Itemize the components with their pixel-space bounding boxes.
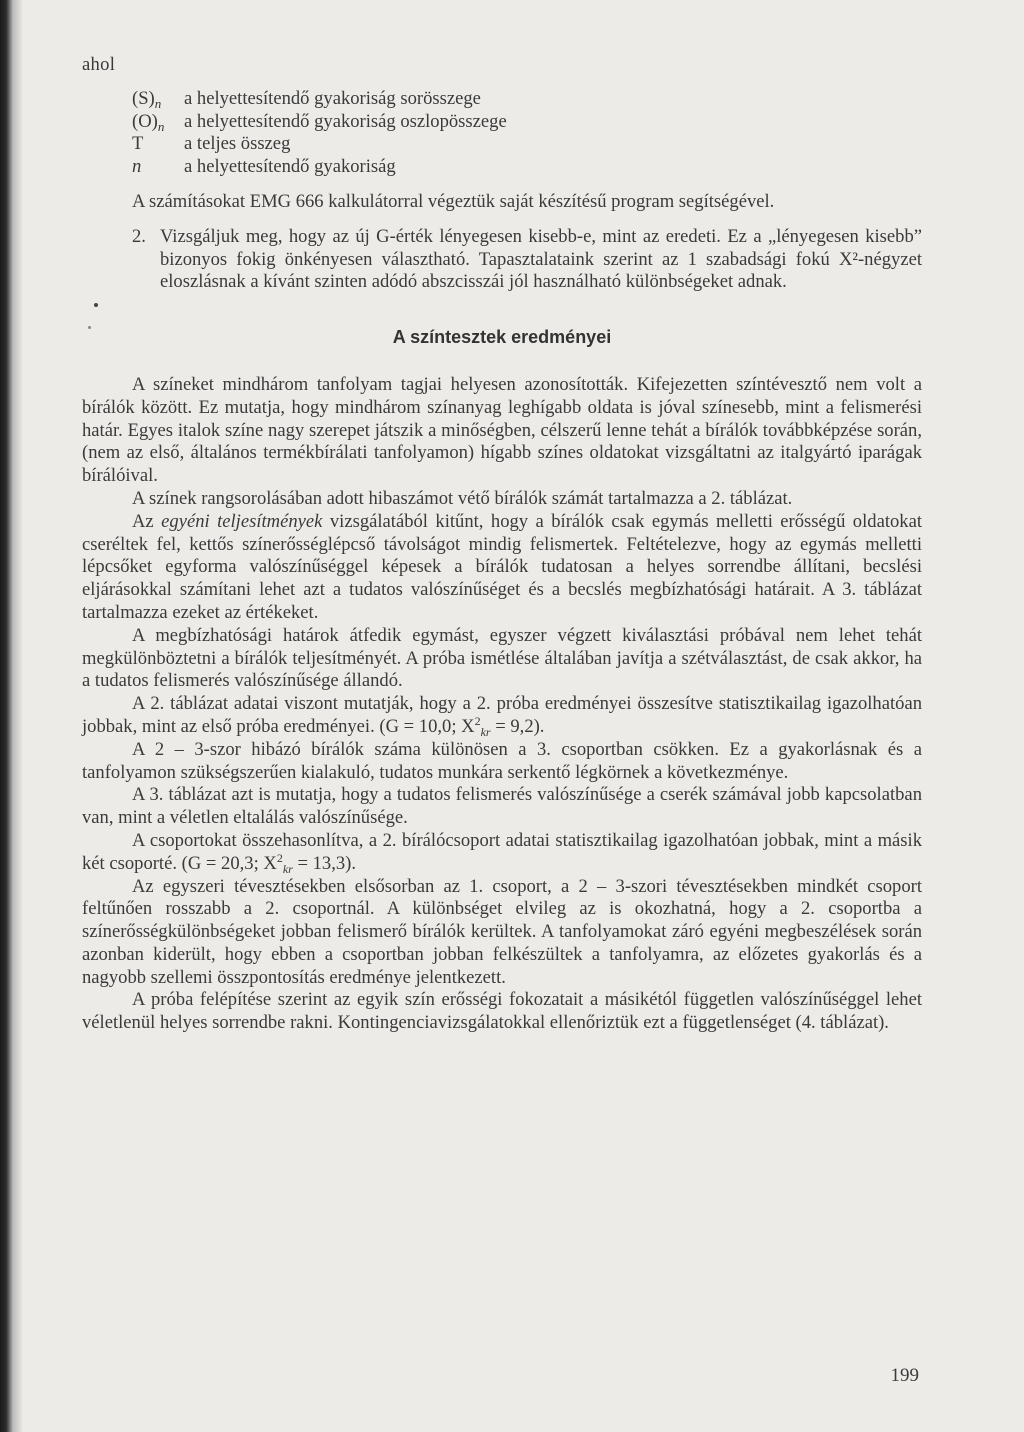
definition-item [132,111,922,134]
paragraph: Az egyszeri tévesztésekben elsősorban az 1. csoport, a 2 – 3-szori tévesztésekben mindkét csoport feltűnően rosszabb a 2. csoportnál. A különbséget elvileg az is okozhatná, hogy a 2. csoportba a színerősségkülönbségeket jobban felismerő bírálók kerültek. A tanfolyamokat záró egyéni megbeszélések során azonban kiderült, hogy ebben a csoportban jobban felkészültek a tanfolyamra, az előzetes gyakorlás és a nagyobb szellemi összpontosítás eredménye jelentkezett. [82,875,922,988]
definition-symbol: n [132,156,142,178]
definition-symbol: $(O)_n$ [132,110,165,134]
emphasis: egyéni teljesítmények [161,510,323,532]
definition-item [132,88,922,111]
calculation-note: A számításokat EMG 666 kalkulátorral végeztük saját készítésű program segítségével. [132,190,775,212]
step-number: 2. [132,225,146,247]
step-2-paragraph [132,225,922,294]
definition-symbol: $(S)_n$ [132,87,162,111]
definition-list [132,88,922,179]
paragraph: A színek rangsorolásában adott hibaszámot vétő bírálók számát tartalmazza a 2. táblázat. [132,487,793,509]
paragraph: A 2 – 3-szor hibázó bírálók száma különösen a 3. csoportban csökken. Ez a gyakorlásnak és a tanfolyamon szükségszerűen kialakuló, tudatos munkára serkentő légkörnek a következménye. [82,738,922,783]
paragraph: A megbízhatósági határok átfedik egymást, egyszer végzett kiválasztási próbával nem lehet tehát megkülönböztetni a bírálók teljesítményét. A próba ismétlése általában javítja a szétválasztást, de csak akkor, ha a tudatos felismerés valószínűsége állandó. [82,624,922,692]
paragraph: A 2. táblázat adatai viszont mutatják, hogy a 2. próba eredményei összesítve statisztikailag igazolhatóan jobbak, mint az első próba eredményei. (G = 10,0; $X^2_{kr} = 9,2$). [82,693,922,739]
definition-item [132,133,922,156]
definition-item [132,156,922,179]
definition-text: a helyettesítendő gyakoriság sorösszege [184,87,481,109]
paragraph: A 3. táblázat azt is mutatja, hogy a tudatos felismerés valószínűsége a cserék számával jobb kapcsolatban van, mint a véletlen eltalálás valószínűsége. [82,784,922,829]
book-binding-edge [0,0,22,1432]
intro-word: ahol [82,54,116,75]
definition-text: a teljes összeg [184,133,291,155]
step-2-text: Vizsgáljuk meg, hogy az új G-érték lényegesen kisebb-e, mint az eredeti. Ez a „lényegesen kisebb” bizonyos fokig önkényesen választható. Tapasztalataink szerint az 1 szabadsági fokú X²-négyzet eloszlásnak a kívánt szinten adódó abszcisszái jól használható különbségeket adnak. [160,225,922,293]
section-title: A színtesztek eredményei [392,327,612,348]
paragraph: Az egyéni teljesítmények vizsgálatából kitűnt, hogy a bírálók csak egymás melletti erősségű oldatokat cseréltek fel, kettős színerősséglépcső távolságot mindig felismertek. Feltételezve, hogy az egymás melletti lépcsőket egyforma valószínűséggel képesek a bírálók tudatosan a helyes sorrendbe állítani, becslési eljárásokkal számítani lehet azt a tudatos valószínűséget és a becslés megbízhatósági határait. A 3. táblázat tartalmazza ezeket az értékeket. [82,510,922,623]
paragraph: A csoportokat összehasonlítva, a 2. bírálócsoport adatai statisztikailag igazolhatóan jobbak, mint a másik két csoporté. (G = 20,3; $X^2_{kr} = 13,3$). [82,829,922,876]
paragraph: A próba felépítése szerint az egyik szín erősségi fokozatait a másikétól független valószínűséggel lehet véletlenül helyes sorrendbe rakni. Kontingenciavizsgálatokkal ellenőriztük ezt a függetlenséget (4. táblázat). [82,989,922,1034]
definition-text: a helyettesítendő gyakoriság [184,156,396,178]
page-body [82,54,922,1035]
page-number: 199 [890,1365,919,1386]
definition-text: a helyettesítendő gyakoriság oszlopösszege [184,110,507,132]
paragraph: A színeket mindhárom tanfolyam tagjai helyesen azonosították. Kifejezetten színtévesztő nem volt a bírálók között. Ez mutatja, hogy mindhárom színanyag leghígabb oldata is jóval színesebb, mint a felismerési határ. Egyes italok színe nagy szerepet játszik a minőségben, célszerű lenne tehát a bírálók továbbképzése során, (nem az első, általános termékbírálati tanfolyamon) hígabb színes oldatokat vizsgáltatni az italgyártó iparágak bírálóival. [82,373,922,487]
definition-symbol: T [132,133,144,155]
